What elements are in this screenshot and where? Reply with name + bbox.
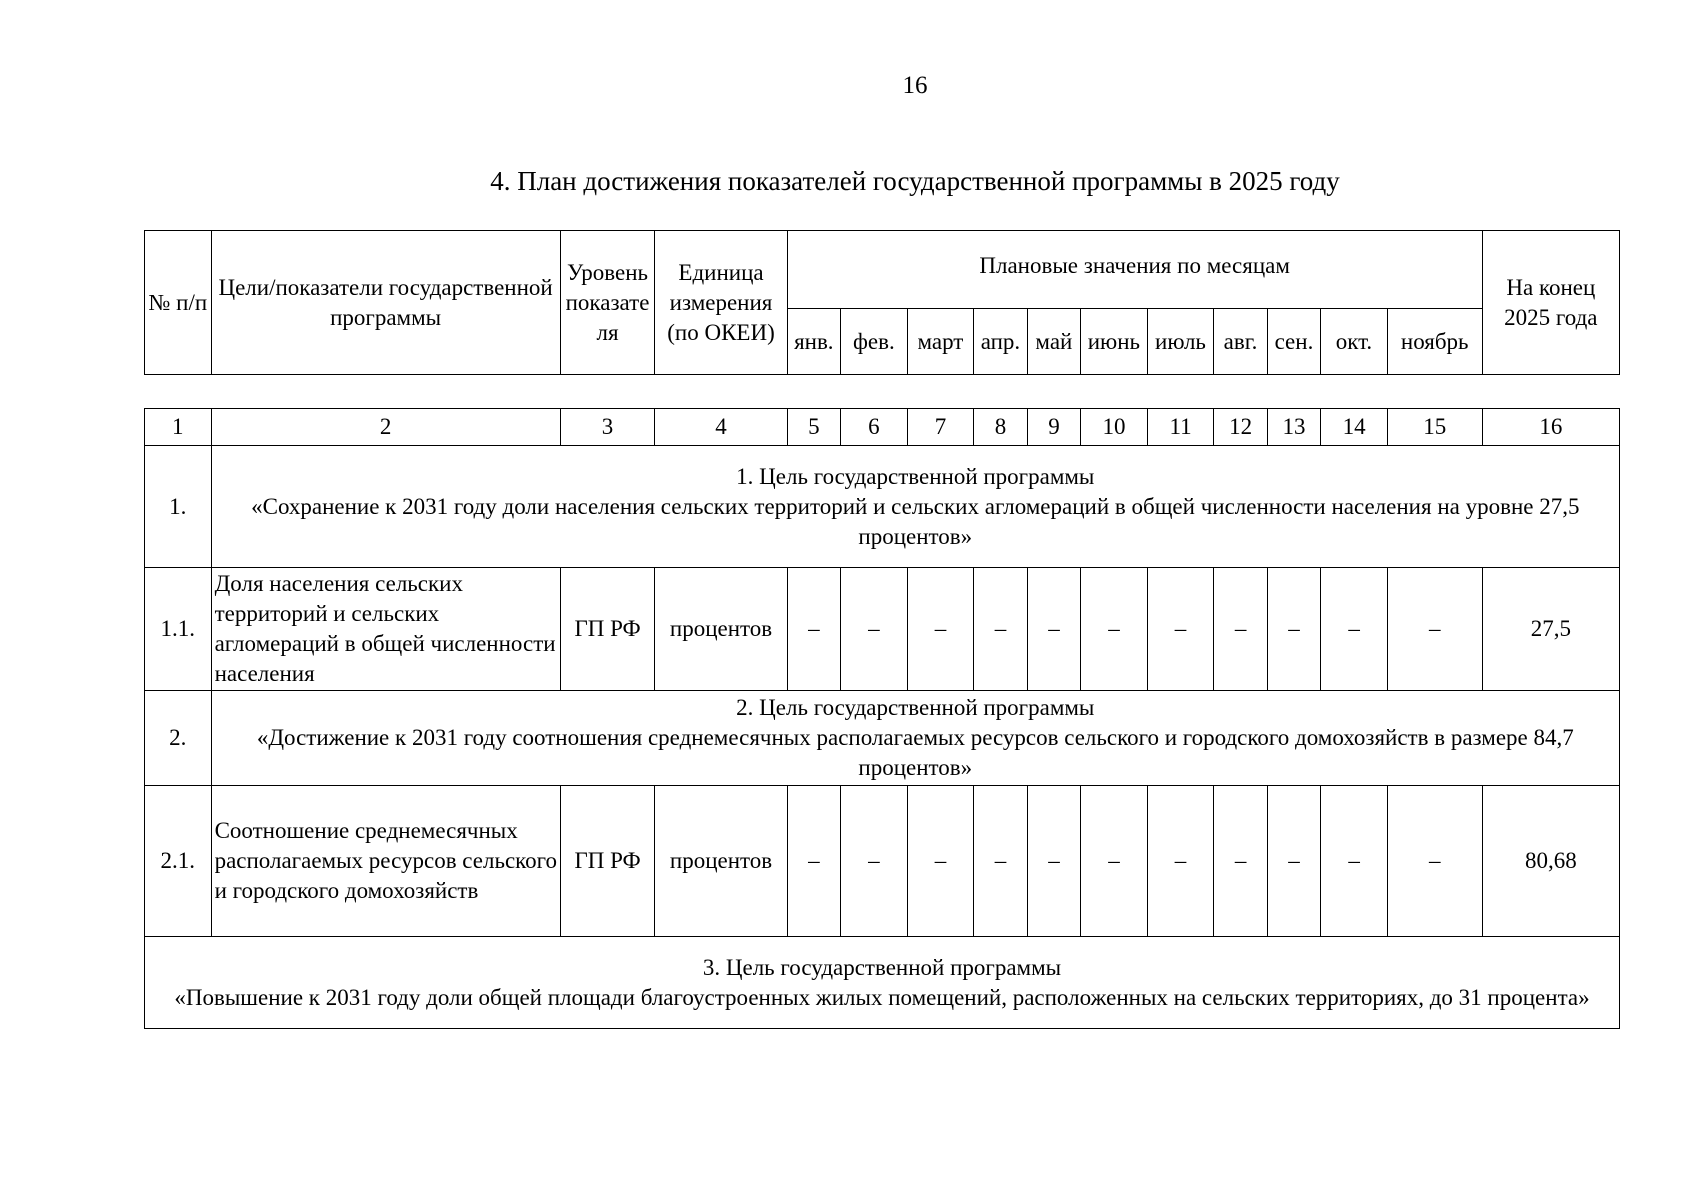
indicator-unit: процентов xyxy=(655,786,787,937)
indicator-name: Соотношение среднемесячных располагаемых ресурсов сельского и городского домохозяйств xyxy=(211,786,560,937)
header-month: март xyxy=(907,309,974,375)
header-month: сен. xyxy=(1267,309,1320,375)
month-value: – xyxy=(907,786,974,937)
column-number: 2 xyxy=(211,409,560,446)
month-value: – xyxy=(1267,786,1320,937)
month-value: – xyxy=(841,786,908,937)
goal-row xyxy=(145,446,1620,568)
goal-num: 1. xyxy=(145,446,212,568)
header-month: янв. xyxy=(787,309,840,375)
header-month: ноябрь xyxy=(1387,309,1482,375)
goal-text: «Достижение к 2031 году соотношения среднемесячных располагаемых ресурсов сельского и городского домохозяйств в размере 84,7 процентов» xyxy=(256,725,1574,780)
column-number: 10 xyxy=(1081,409,1148,446)
month-value: – xyxy=(974,568,1027,691)
column-number: 4 xyxy=(655,409,787,446)
month-value: – xyxy=(787,786,840,937)
month-value: – xyxy=(787,568,840,691)
indicator-num: 2.1. xyxy=(145,786,212,937)
column-number: 16 xyxy=(1482,409,1619,446)
goal-row xyxy=(145,691,1620,786)
column-number: 8 xyxy=(974,409,1027,446)
goal-num: 2. xyxy=(145,691,212,786)
indicator-row xyxy=(145,786,1620,937)
section-title: 4. План достижения показателей государственной программы в 2025 году xyxy=(490,166,1340,196)
month-value: – xyxy=(1081,786,1148,937)
header-num: № п/п xyxy=(145,231,212,375)
column-number: 3 xyxy=(560,409,655,446)
indicator-level: ГП РФ xyxy=(560,568,655,691)
indicator-unit: процентов xyxy=(655,568,787,691)
indicator-row xyxy=(145,568,1620,691)
goal-text: «Сохранение к 2031 году доли населения сельских территорий и сельских агломераций в общей численности населения на уровне 27,5 процентов» xyxy=(251,493,1580,549)
header-month: авг. xyxy=(1214,309,1267,375)
column-number-row xyxy=(145,409,1620,446)
month-value: – xyxy=(1387,786,1482,937)
goal-cell xyxy=(211,446,1619,568)
column-number: 14 xyxy=(1321,409,1388,446)
goal-title: 2. Цель государственной программы xyxy=(736,695,1095,720)
goal-row xyxy=(145,937,1620,1029)
month-value: – xyxy=(1147,786,1214,937)
column-number: 7 xyxy=(907,409,974,446)
year-end-value: 27,5 xyxy=(1482,568,1619,691)
header-unit-col: Единица измерения (по ОКЕИ) xyxy=(655,231,787,375)
column-number: 5 xyxy=(787,409,840,446)
indicator-level: ГП РФ xyxy=(560,786,655,937)
month-value: – xyxy=(1387,568,1482,691)
header-months-group: Плановые значения по месяцам xyxy=(787,231,1482,309)
header-level-col: Уровень показателя xyxy=(560,231,655,375)
header-month: май xyxy=(1027,309,1080,375)
month-value: – xyxy=(1214,786,1267,937)
month-value: – xyxy=(1321,786,1388,937)
column-number: 9 xyxy=(1027,409,1080,446)
month-value: – xyxy=(1147,568,1214,691)
year-end-value: 80,68 xyxy=(1482,786,1619,937)
header-month: апр. xyxy=(974,309,1027,375)
table-body xyxy=(144,408,1620,1029)
column-number: 1 xyxy=(145,409,212,446)
goal-title: 3. Цель государственной программы xyxy=(702,954,1062,980)
month-value: – xyxy=(1267,568,1320,691)
column-number: 11 xyxy=(1147,409,1214,446)
month-value: – xyxy=(1027,786,1080,937)
header-goal-col: Цели/показатели государственной программы xyxy=(211,231,560,375)
goal-text: «Повышение к 2031 году доли общей площади благоустроенных жилых помещений, расположенных на сельских территориях, до 31 процента» xyxy=(174,984,1590,1010)
goal-title: 1. Цель государственной программы xyxy=(736,463,1095,489)
month-value: – xyxy=(974,786,1027,937)
column-number: 12 xyxy=(1214,409,1267,446)
goal-cell xyxy=(145,937,1620,1029)
goal-cell xyxy=(211,691,1619,786)
column-number: 13 xyxy=(1267,409,1320,446)
column-number: 6 xyxy=(841,409,908,446)
month-value: – xyxy=(1027,568,1080,691)
header-month: июль xyxy=(1147,309,1214,375)
page-number: 16 xyxy=(902,72,928,99)
month-value: – xyxy=(1321,568,1388,691)
indicator-num: 1.1. xyxy=(145,568,212,691)
month-value: – xyxy=(841,568,908,691)
header-month: окт. xyxy=(1321,309,1388,375)
header-year-end: На конец 2025 года xyxy=(1482,231,1619,375)
month-value: – xyxy=(1081,568,1148,691)
column-number: 15 xyxy=(1387,409,1482,446)
month-value: – xyxy=(1214,568,1267,691)
table-header xyxy=(144,230,1620,375)
indicator-name: Доля населения сельских территорий и сельских агломераций в общей численности населения xyxy=(211,568,560,691)
header-month: июнь xyxy=(1081,309,1148,375)
header-month: фев. xyxy=(841,309,908,375)
month-value: – xyxy=(907,568,974,691)
